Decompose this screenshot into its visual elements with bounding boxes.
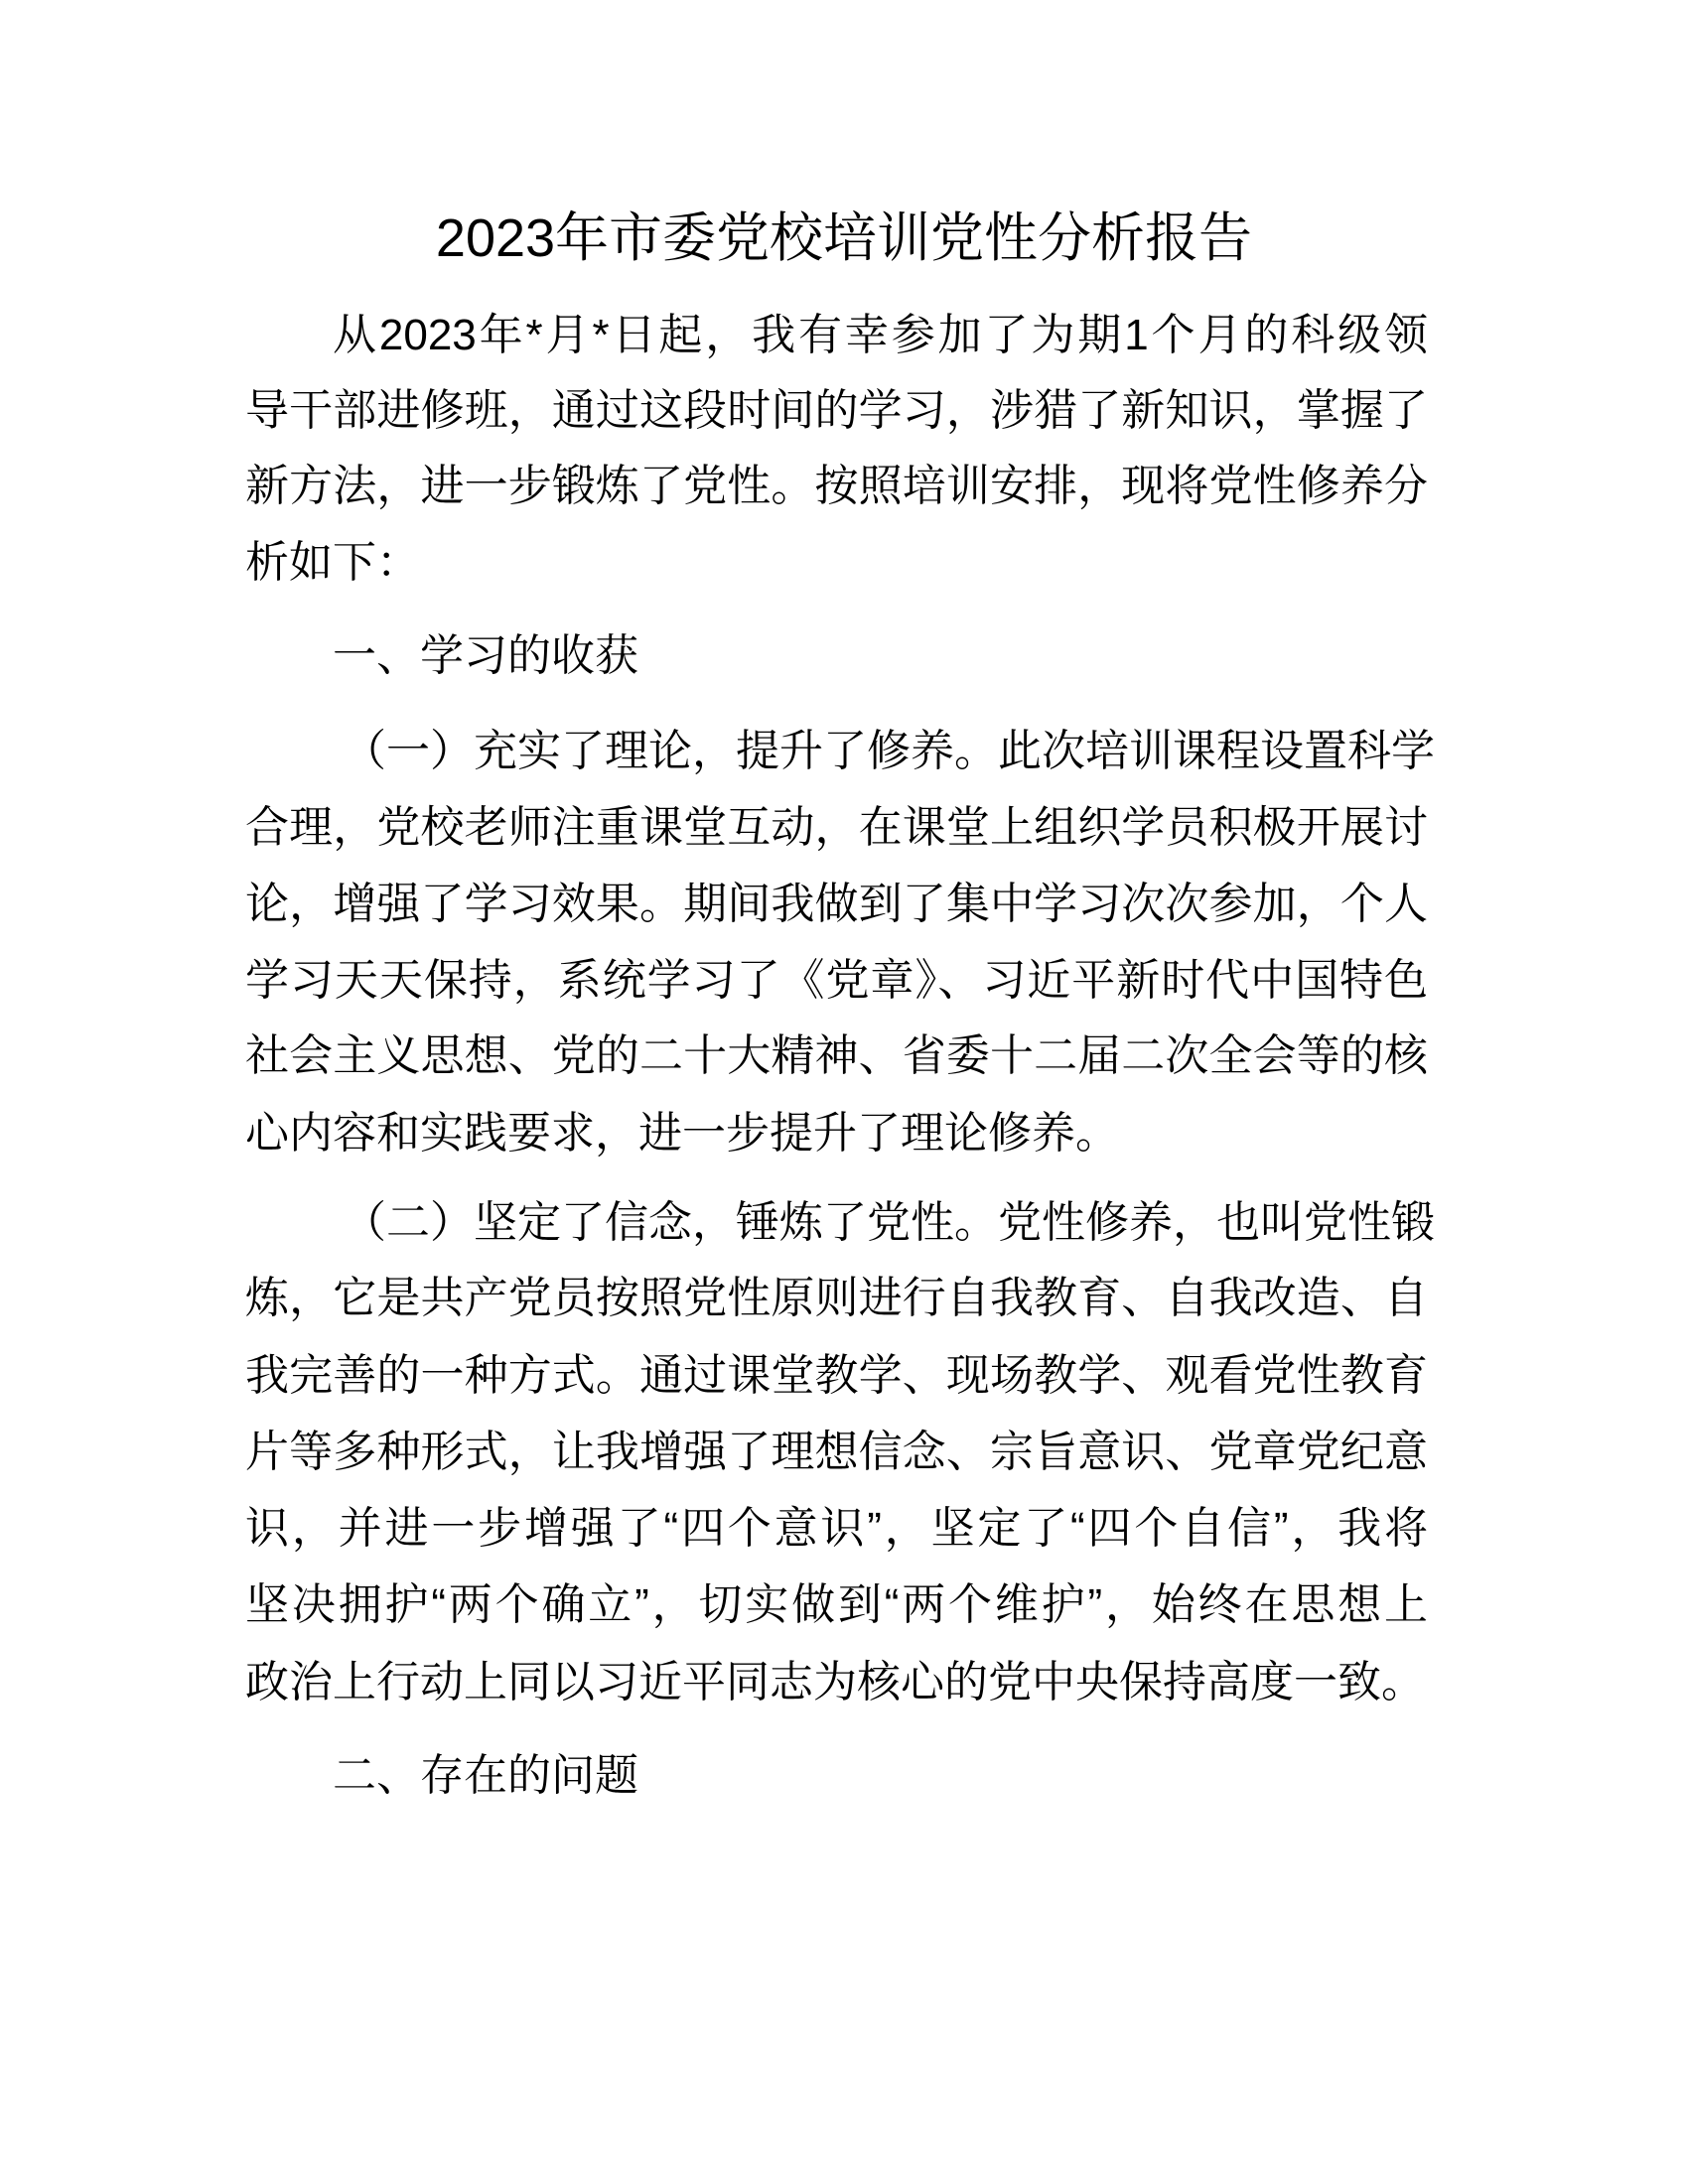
text-line: 炼，它是共产党员按照党性原则进行自我教育、自我改造、自 [245, 1274, 1428, 1322]
text-line: 新方法，进一步锻炼了党性。按照培训安排，现将党性修养分 [245, 462, 1428, 510]
heading-text: 二、存在的问题 [333, 1751, 638, 1800]
text-line: 合理，党校老师注重课堂互动，在课堂上组织学员积极开展讨 [245, 803, 1428, 852]
text-line: 坚决拥护“两个确立”，切实做到“两个维护”，始终在思想上 [245, 1580, 1428, 1629]
heading-text: 一、学习的收获 [333, 631, 638, 680]
text-line: 心内容和实践要求，进一步提升了理论修养。 [245, 1109, 1119, 1158]
text-line: 政治上行动上同以习近平同志为核心的党中央保持高度一致。 [245, 1658, 1425, 1706]
text-line: （一）充实了理论，提升了修养。此次培训课程设置科学 [343, 727, 1435, 775]
text-line: 片等多种形式，让我增强了理想信念、宗旨意识、党章党纪意 [245, 1428, 1428, 1476]
text-line: 我完善的一种方式。通过课堂教学、现场教学、观看党性教育 [245, 1351, 1428, 1400]
text-line: 导干部进修班，通过这段时间的学习，涉猎了新知识，掌握了 [245, 386, 1428, 435]
document-title: 2023年市委党校培训党性分析报告 [435, 208, 1253, 268]
text-line: 论，增强了学习效果。期间我做到了集中学习次次参加，个人 [245, 880, 1428, 928]
text-line: 社会主义思想、党的二十大精神、省委十二届二次全会等的核 [245, 1031, 1428, 1080]
text-line: 学习天天保持，系统学习了《党章》、习近平新时代中国特色 [245, 956, 1428, 1005]
text-line: （二）坚定了信念，锤炼了党性。党性修养，也叫党性锻 [343, 1198, 1435, 1247]
text-line: 析如下： [245, 538, 420, 587]
text-line: 识，并进一步增强了“四个意识”，坚定了“四个自信”，我将 [245, 1504, 1428, 1553]
text-line: 从2023年*月*日起，我有幸参加了为期1个月的科级领 [333, 311, 1428, 359]
